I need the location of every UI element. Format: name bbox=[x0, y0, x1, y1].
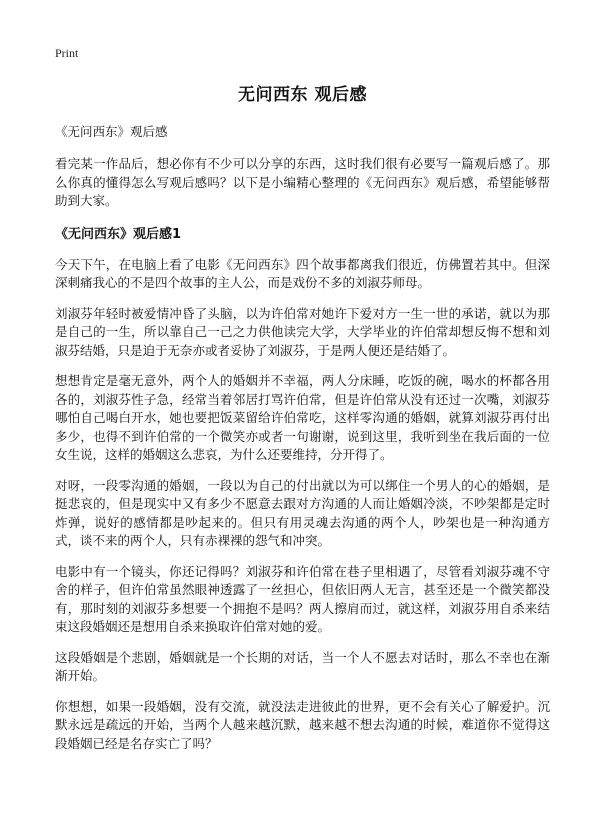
article-subtitle: 《无问西东》观后感 bbox=[55, 124, 168, 139]
print-link[interactable]: Print bbox=[55, 46, 79, 60]
article bbox=[55, 80, 550, 765]
body-paragraph-3: 想想肯定是毫无意外，两个人的婚姻并不幸福，两人分床睡，吃饭的碗，喝水的杯都各用各的，刘淑芬性子急，经常当着邻居打骂许伯常，但是许伯常从没有还过一次嘴，刘淑芬哪怕自己喝白开水，她也要把饭菜留给许伯常吃，这样零沟通的婚姻，就算刘淑芬再付出多少，也得不到许伯常的一个微笑亦或者一句谢谢，说到这里，我听到坐在我后面的一位女生说，这样的婚姻这么悲哀，为什么还要维持，分开得了。 bbox=[55, 373, 550, 462]
body-paragraph-1: 今天下午，在电脑上看了电影《无问西东》四个故事都离我们很近，仿佛置若其中。但深深刺痛我心的不是四个故事的主人公，而是戏份不多的刘淑芬师母。 bbox=[55, 256, 550, 290]
body-paragraph-6: 这段婚姻是个悲剧，婚姻就是一个长期的对话，当一个人不愿去对话时，那么不幸也在渐渐开始。 bbox=[55, 649, 550, 683]
body-paragraph-4: 对呀，一段零沟通的婚姻，一段以为自己的付出就以为可以绑住一个男人的心的婚姻，是挺悲哀的，但是现实中又有多少不愿意去跟对方沟通的人而让婚姻冷淡，不吵架都是定时炸弹，说好的感情都是吵起来的。但只有用灵魂去沟通的两个人，吵架也是一种沟通方式，谈不来的两个人，只有赤裸裸的怨气和冲突。 bbox=[55, 477, 550, 548]
body-paragraph-5: 电影中有一个镜头，你还记得吗？刘淑芬和许伯常在巷子里相遇了，尽管看刘淑芬魂不守舍的样子，但许伯常虽然眼神透露了一丝担心，但依旧两人无言，甚至还是一个微笑都没有，那时刻的刘淑芬多想要一个拥抱不是吗？两人擦肩而过，就这样，刘淑芬用自杀来结束这段婚姻还是想用自杀来换取许伯常对她的爱。 bbox=[55, 563, 550, 634]
body-paragraph-2: 刘淑芬年轻时被爱情冲昏了头脑，以为许伯常对她许下爱对方一生一世的承诺，就以为那是自己的一生，所以靠自己一己之力供他读完大学，大学毕业的许伯常却想反悔不想和刘淑芬结婚，只是迫于无奈亦或者妥协了刘淑芬，于是两人便还是结婚了。 bbox=[55, 305, 550, 358]
intro-paragraph: 看完某一作品后，想必你有不少可以分享的东西，这时我们很有必要写一篇观后感了。那么你真的懂得怎么写观后感吗？以下是小编精心整理的《无问西东》观后感，希望能够帮助到大家。 bbox=[55, 156, 550, 208]
body-paragraph-7: 你想想，如果一段婚姻，没有交流，就没法走进彼此的世界，更不会有关心了解爱护。沉默永远是疏远的开始，当两个人越来越沉默，越来越不想去沟通的时候，难道你不觉得这段婚姻已经是名存实亡了吗？ bbox=[55, 698, 550, 751]
page-title: 无问西东 观后感 bbox=[238, 85, 367, 105]
section-heading: 《无问西东》观后感1 bbox=[55, 226, 182, 242]
